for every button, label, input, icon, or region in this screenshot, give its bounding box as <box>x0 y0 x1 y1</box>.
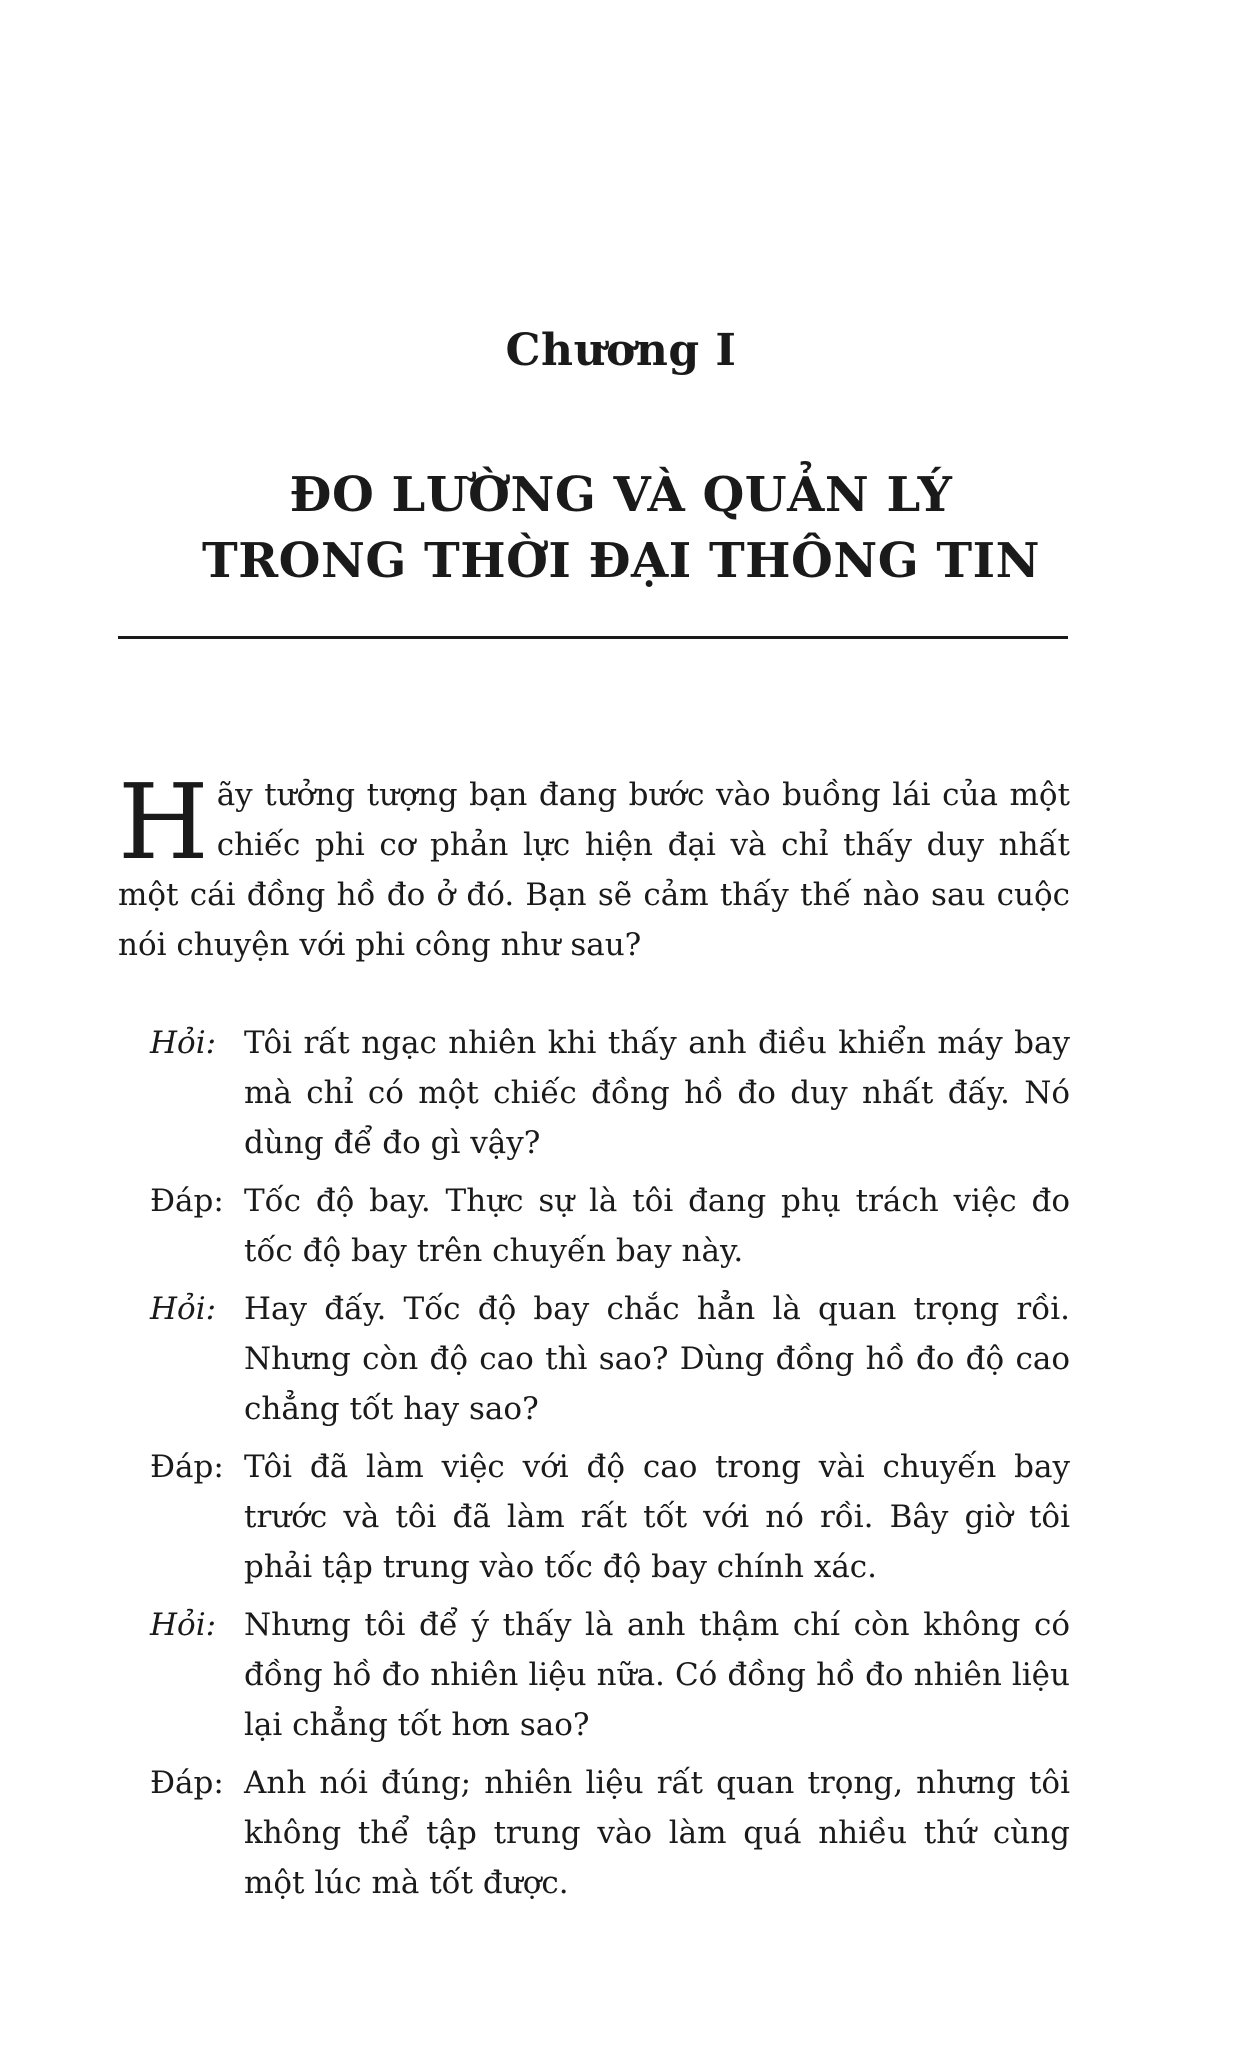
drop-cap: H <box>118 761 209 883</box>
speaker-label: Hỏi: <box>150 1607 217 1643</box>
dialogue-text: Tốc độ bay. Thực sự là tôi đang phụ trách việc đo tốc độ bay trên chuyến bay này. <box>244 1183 1070 1269</box>
dialogue-turn <box>150 1442 1070 1592</box>
dialogue-text: Tôi đã làm việc với độ cao trong vài chuyến bay trước và tôi đã làm rất tốt với nó rồi. Bây giờ tôi phải tập trung vào tốc độ bay chính xác. <box>244 1449 1070 1585</box>
dialogue-text: Anh nói đúng; nhiên liệu rất quan trọng, nhưng tôi không thể tập trung vào làm quá nhiều thứ cùng một lúc mà tốt được. <box>244 1765 1070 1901</box>
chapter-title-line-1: ĐO LƯỜNG VÀ QUẢN LÝ <box>289 467 953 523</box>
dialogue-turn <box>150 1284 1070 1434</box>
dialogue-turn <box>150 1600 1070 1750</box>
dialogue-text: Hay đấy. Tốc độ bay chắc hẳn là quan trọng rồi. Nhưng còn độ cao thì sao? Dùng đồng hồ đo độ cao chẳng tốt hay sao? <box>244 1291 1070 1427</box>
dialogue-text: Nhưng tôi để ý thấy là anh thậm chí còn không có đồng hồ đo nhiên liệu nữa. Có đồng hồ đo nhiên liệu lại chẳng tốt hơn sao? <box>244 1607 1070 1743</box>
speaker-label: Đáp: <box>150 1449 224 1485</box>
speaker-label: Đáp: <box>150 1765 224 1801</box>
dialogue-turn <box>150 1176 1070 1276</box>
chapter-title-line-2: TRONG THỜI ĐẠI THÔNG TIN <box>202 533 1040 589</box>
dialogue-text: Tôi rất ngạc nhiên khi thấy anh điều khiển máy bay mà chỉ có một chiếc đồng hồ đo duy nhất đấy. Nó dùng để đo gì vậy? <box>244 1025 1070 1161</box>
chapter-title <box>0 462 1242 594</box>
intro-paragraph <box>118 761 1070 970</box>
speaker-label: Hỏi: <box>150 1291 217 1327</box>
title-divider <box>118 636 1068 639</box>
speaker-label: Hỏi: <box>150 1025 217 1061</box>
dialogue-turn <box>150 1758 1070 1908</box>
dialogue-turn <box>150 1018 1070 1168</box>
speaker-label: Đáp: <box>150 1183 224 1219</box>
dialogue-list <box>150 1018 1070 1916</box>
intro-text: ãy tưởng tượng bạn đang bước vào buồng lái của một chiếc phi cơ phản lực hiện đại và chỉ thấy duy nhất một cái đồng hồ đo ở đó. Bạn sẽ cảm thấy thế nào sau cuộc nói chuyện với phi công như sau? <box>118 777 1070 963</box>
chapter-heading: Chương I <box>505 325 737 376</box>
